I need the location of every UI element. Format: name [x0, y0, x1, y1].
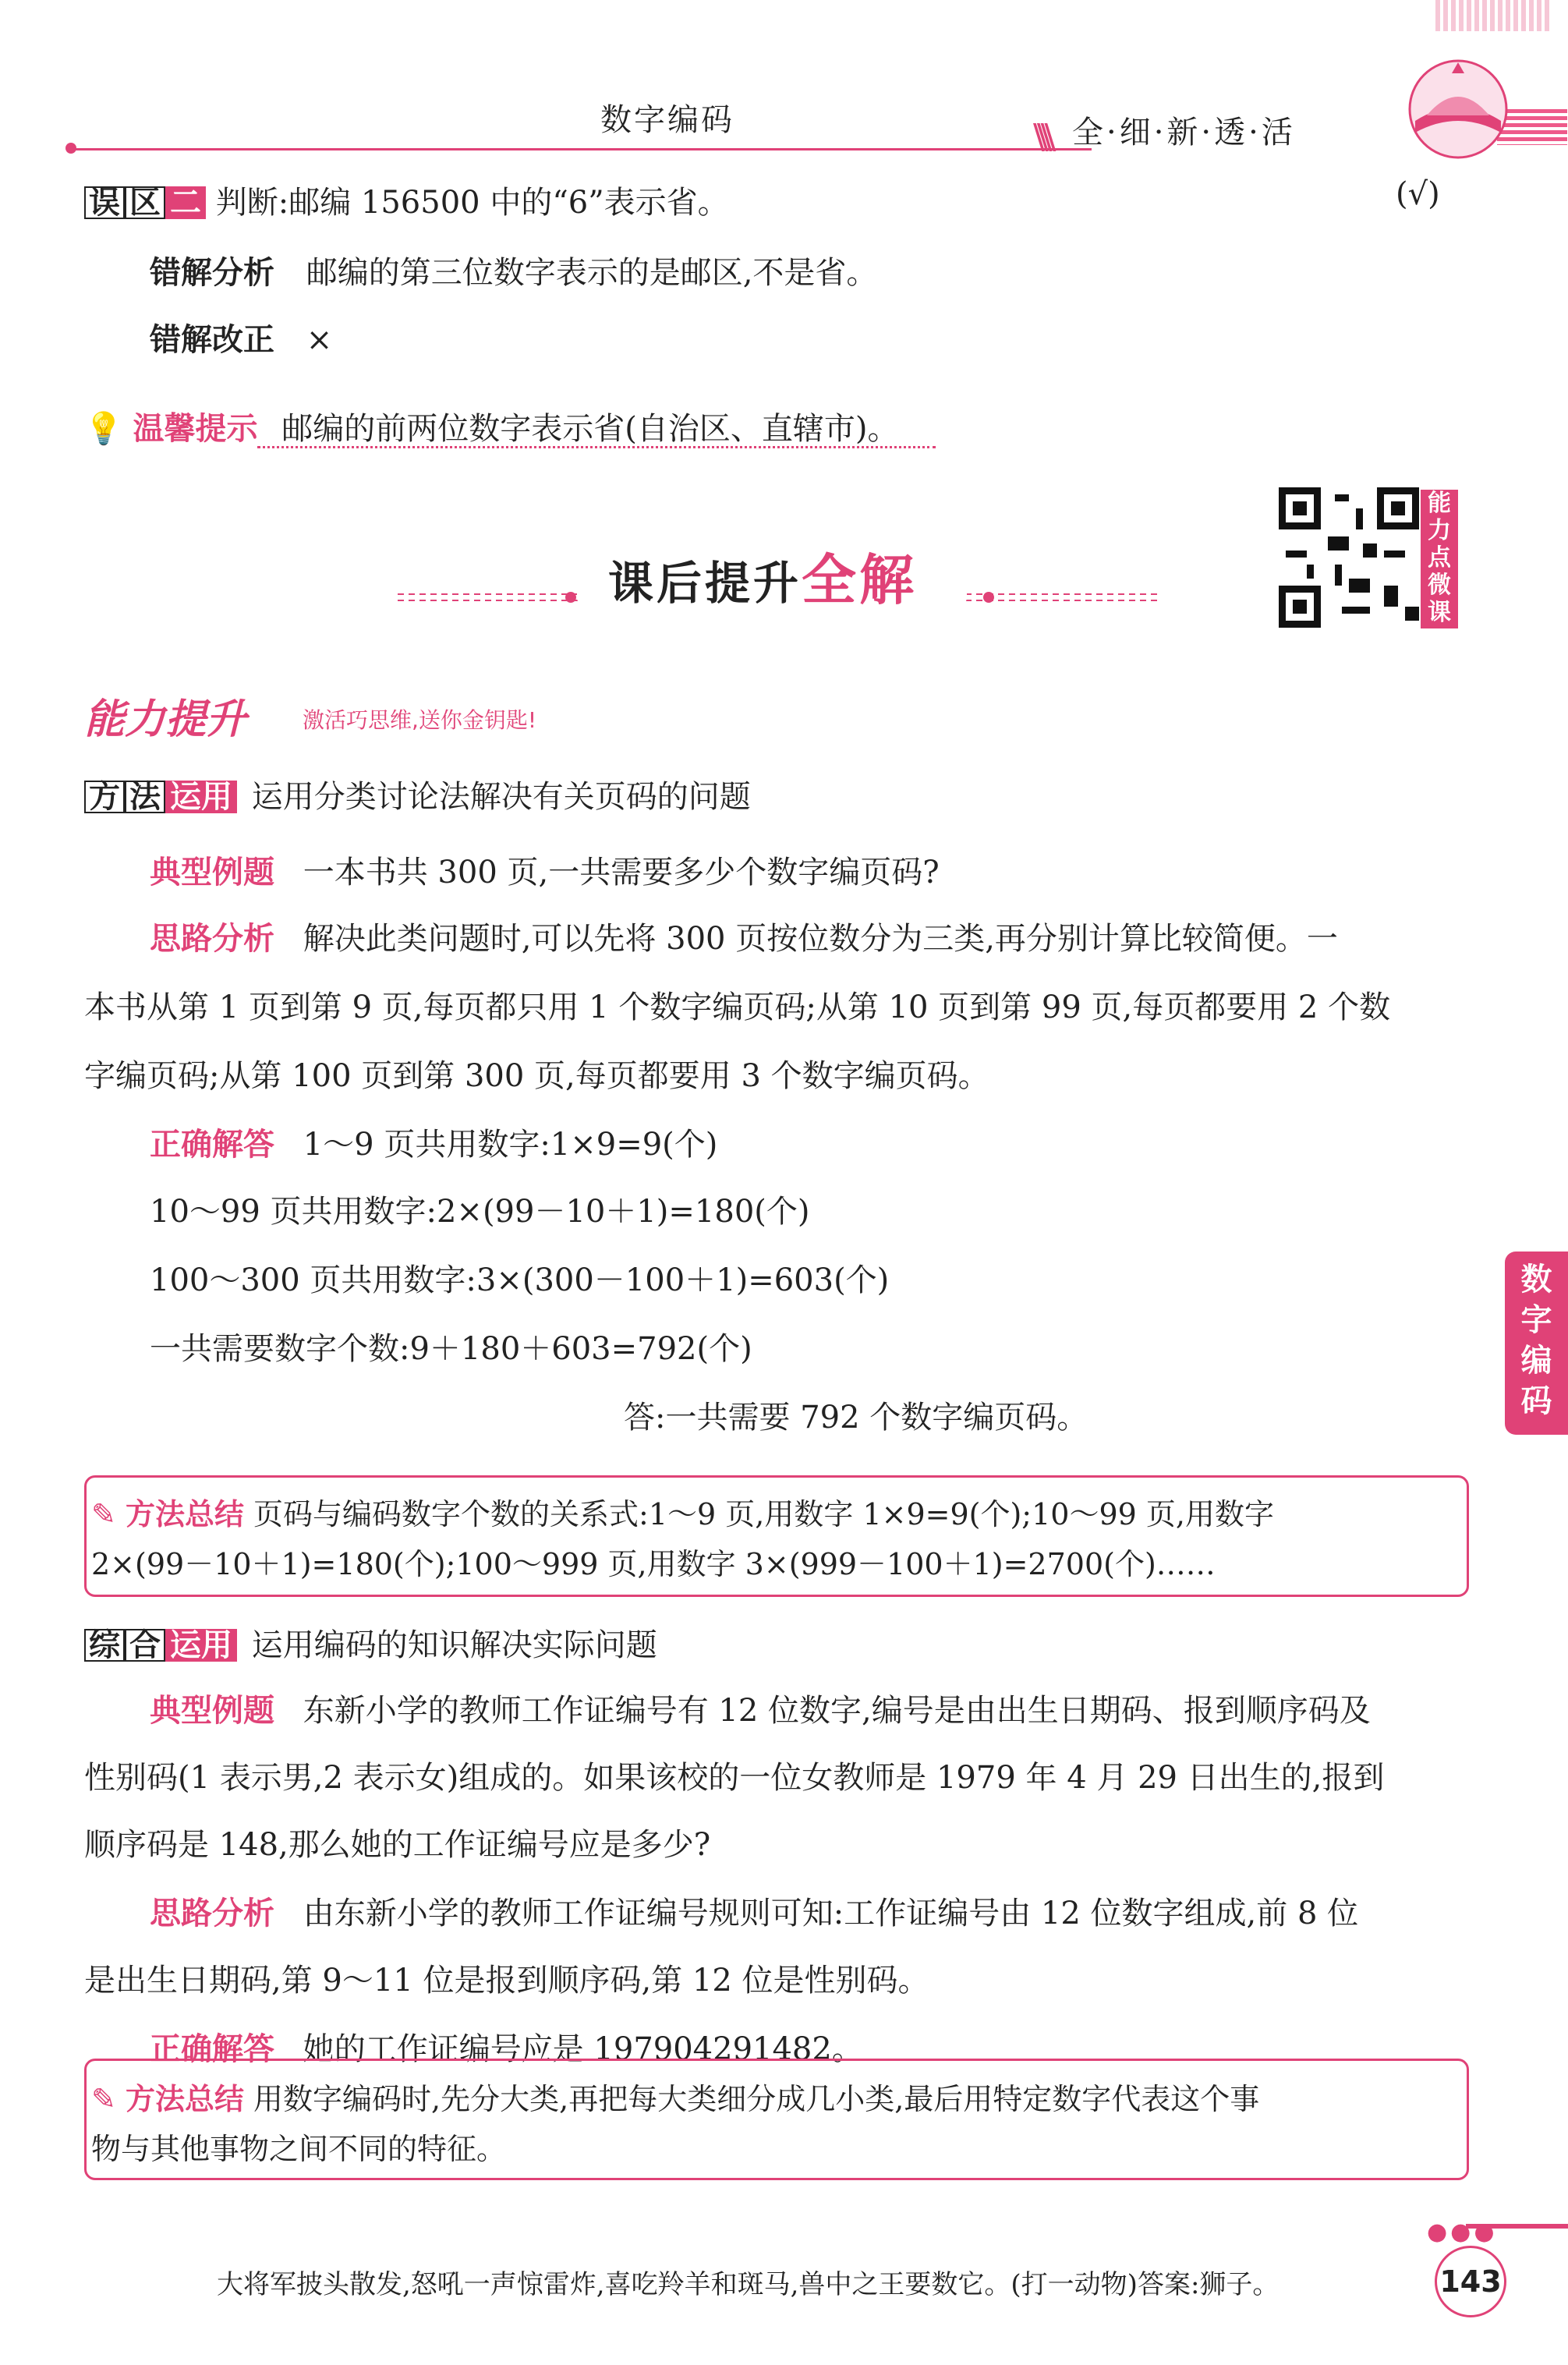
error-mark: (√)	[1396, 176, 1440, 212]
error-statement-line	[84, 178, 729, 222]
section2-summary-label: 方法总结	[125, 2082, 244, 2116]
ability-title: 能力提升	[84, 696, 247, 743]
section1-heading-row	[84, 772, 751, 816]
section2-summary-line2: 物与其他事物之间不同的特征。	[91, 2132, 507, 2166]
footer-dots: ●●●	[1427, 2218, 1498, 2246]
section1-example-label: 典型例题	[150, 855, 274, 890]
tip-underline	[257, 446, 936, 448]
section1-tag-3: 运用	[165, 781, 237, 813]
section1-answer-line1: 1～9 页共用数字:1×9=9(个)	[303, 1127, 718, 1163]
tip-text: 邮编的前两位数字表示省(自治区、直辖市)。	[281, 411, 899, 447]
section2-summary-box	[84, 2059, 1469, 2180]
section2-analysis-line2: 是出生日期码,第 9～11 位是报到顺序码,第 12 位是性别码。	[84, 1963, 929, 1999]
banner-title-text: 课后提升	[608, 557, 802, 610]
section1-answer-line2: 10～99 页共用数字:2×(99－10＋1)=180(个)	[150, 1194, 810, 1230]
pencil-icon: ✎	[91, 1497, 116, 1531]
page-header-title: 数字编码	[600, 102, 734, 138]
section1-answer-final: 答:一共需要 792 个数字编页码。	[624, 1400, 1088, 1436]
section1-answer-row	[150, 1110, 717, 1179]
section2-analysis-line1: 由东新小学的教师工作证编号规则可知:工作证编号由 12 位数字组成,前 8 位	[303, 1896, 1359, 1931]
section1-summary-line2: 2×(99－10＋1)=180(个);100～999 页,用数字 3×(999－100＋1)=2700(个)……	[91, 1547, 1216, 1581]
section1-analysis-row	[150, 905, 1338, 973]
section2-analysis-label: 思路分析	[150, 1896, 274, 1931]
error-statement: 判断:邮编 156500 中的“6”表示省。	[215, 185, 729, 221]
error-analysis-row	[150, 248, 877, 292]
section1-summary-label: 方法总结	[125, 1497, 244, 1531]
error-tag-1: 误	[84, 186, 125, 219]
section1-tag-2: 法	[125, 781, 165, 813]
section2-answer-label: 正确解答	[150, 2031, 274, 2067]
section1-example-text: 一本书共 300 页,一共需要多少个数字编页码?	[303, 855, 940, 890]
error-correction-label: 错解改正	[150, 322, 274, 358]
section2-example-label: 典型例题	[150, 1693, 274, 1729]
section1-answer-line4: 一共需要数字个数:9＋180＋603=792(个)	[150, 1331, 752, 1367]
ability-subtitle: 激活巧思维,送你金钥匙!	[303, 707, 537, 733]
section1-answer-label: 正确解答	[150, 1127, 274, 1163]
section2-summary-line1: 用数字编码时,先分大类,再把每大类细分成几小类,最后用特定数字代表这个事	[253, 2082, 1260, 2116]
section2-tag-2: 合	[125, 1629, 165, 1662]
section2-heading-row	[84, 1620, 657, 1665]
section1-analysis-line2: 本书从第 1 页到第 9 页,每页都只用 1 个数字编页码;从第 10 页到第 99 页,每页都要用 2 个数	[84, 990, 1391, 1025]
section1-analysis-line1: 解决此类问题时,可以先将 300 页按位数分为三类,再分别计算比较简便。一	[303, 921, 1338, 957]
header-slogan: 全·细·新·透·活	[1072, 115, 1296, 150]
header-slash-decoration: \\\\	[1033, 117, 1049, 157]
qr-label: 能力点微课	[1421, 490, 1458, 628]
section-banner-title	[608, 536, 917, 615]
section2-example-line3: 顺序码是 148,那么她的工作证编号应是多少?	[84, 1827, 711, 1863]
section2-answer-text: 她的工作证编号应是 197904291482。	[303, 2031, 863, 2067]
header-decoration	[1435, 0, 1552, 31]
section1-example-row	[150, 838, 940, 907]
section1-tag-1: 方	[84, 781, 125, 813]
lightbulb-icon: 💡	[84, 411, 123, 447]
section1-summary-line1: 页码与编码数字个数的关系式:1～9 页,用数字 1×9=9(个);10～99 页,用数字	[253, 1497, 1274, 1531]
section2-tag-3: 运用	[165, 1629, 237, 1662]
section2-example-row	[150, 1676, 1371, 1745]
error-tag-2: 区	[125, 186, 165, 219]
chapter-side-tab-text: 数字编码	[1520, 1262, 1552, 1419]
chapter-side-tab[interactable]	[1505, 1252, 1568, 1435]
pencil-icon: ✎	[91, 2082, 116, 2116]
header-rule-dot	[65, 143, 76, 154]
footer-riddle: 大将军披头散发,怒吼一声惊雷炸,喜吃羚羊和斑马,兽中之王要数它。(打一动物)答案:狮子。	[217, 2269, 1280, 2300]
section2-example-line1: 东新小学的教师工作证编号有 12 位数字,编号是由出生日期码、报到顺序码及	[303, 1693, 1371, 1729]
error-tag-3: 二	[165, 186, 206, 219]
tip-label: 温馨提示	[133, 411, 258, 447]
qr-code-icon[interactable]	[1279, 487, 1419, 628]
section1-analysis-line3: 字编页码;从第 100 页到第 300 页,每页都要用 3 个数字编页码。	[84, 1058, 989, 1094]
section1-summary-line1-row	[91, 1490, 1274, 1533]
tip-row	[84, 404, 898, 448]
section2-summary-line1-row	[91, 2075, 1259, 2118]
header-rule	[70, 148, 1092, 150]
error-correction-row	[150, 315, 332, 359]
section1-heading: 运用分类讨论法解决有关页码的问题	[251, 779, 751, 815]
section1-analysis-label: 思路分析	[150, 921, 274, 957]
section1-summary-box	[84, 1475, 1469, 1597]
section2-analysis-row	[150, 1879, 1358, 1948]
page-number: 143	[1435, 2246, 1506, 2317]
section1-answer-line3: 100～300 页共用数字:3×(300－100＋1)=603(个)	[150, 1262, 890, 1298]
error-analysis-text: 邮编的第三位数字表示的是邮区,不是省。	[306, 255, 878, 291]
section2-tag-1: 综	[84, 1629, 125, 1662]
section2-example-line2: 性别码(1 表示男,2 表示女)组成的。如果该校的一位女教师是 1979 年 4 月 29 日出生的,报到	[84, 1760, 1385, 1796]
book-logo-icon	[1392, 47, 1524, 164]
error-correction-text: ×	[306, 322, 333, 358]
banner-title-highlight: 全解	[802, 548, 918, 612]
section2-heading: 运用编码的知识解决实际问题	[251, 1627, 657, 1663]
error-analysis-label: 错解分析	[150, 255, 274, 291]
